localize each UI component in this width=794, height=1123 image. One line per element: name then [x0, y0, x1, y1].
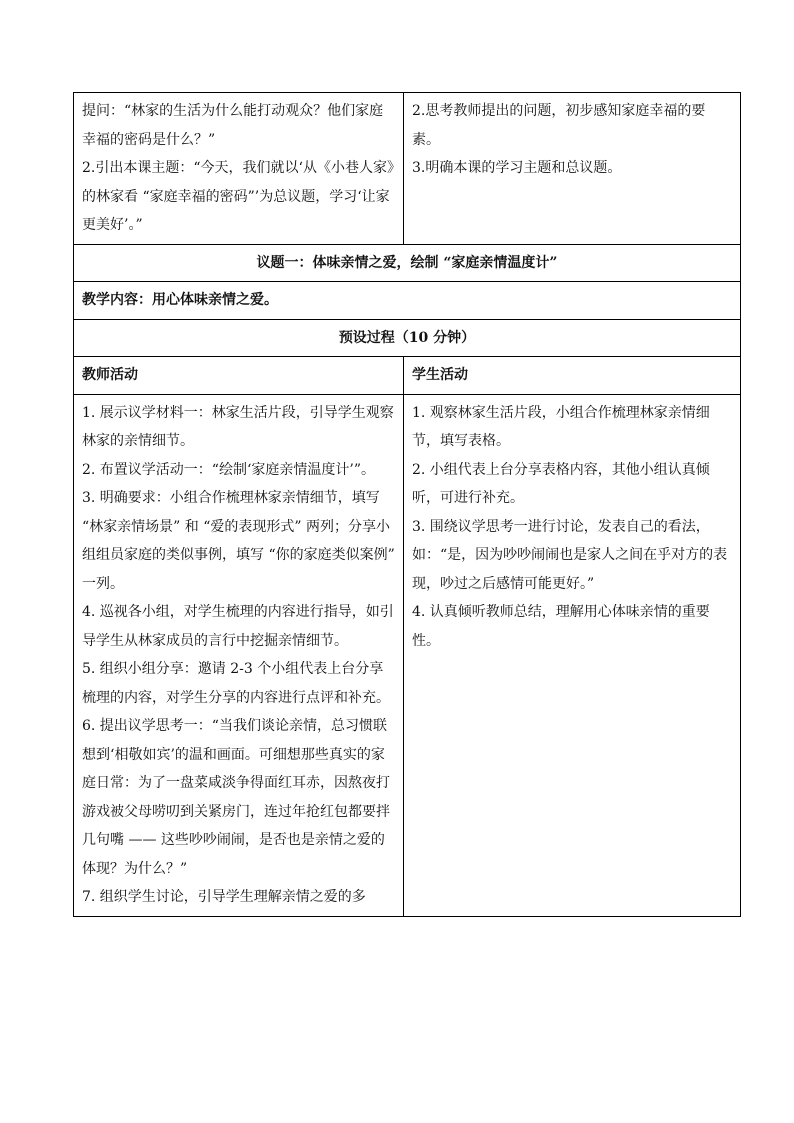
- intro-teacher-line: 2.引出本课主题：“今天，我们就以‘从《小巷人家》的林家看 “家庭幸福的密码”’为总议题，学习‘让家更美好’。”: [82, 160, 394, 233]
- teacher-item: 3. 明确要求：小组合作梳理林家亲情细节，填写 “林家亲情场景” 和 “爱的表现形式” 两列；分享小组组员家庭的类似事例，填写 “你的家庭类似案例” 一列。: [82, 490, 395, 592]
- teacher-item: 6. 提出议学思考一：“当我们谈论亲情，总习惯联想到‘相敬如宾’的温和画面。可细想那些真实的家庭日常：为了一盘菜咸淡争得面红耳赤，因熬夜打游戏被父母唠叨到关紧房门，连过年抢红包都要拌几句嘴 —— 这些吵吵闹闹，是否也是亲情之爱的体现？为什么？”: [82, 718, 390, 877]
- intro-student-cell: [404, 93, 741, 245]
- student-item: 4. 认真倾听教师总结，理解用心体味亲情的重要性。: [412, 604, 710, 649]
- topic-row: [74, 244, 741, 282]
- intro-row: [74, 93, 741, 245]
- activity-row: [74, 394, 741, 916]
- student-item: 3. 围绕议学思考一进行讨论，发表自己的看法，如：“是，因为吵吵闹闹也是家人之间在乎对方的表现，吵过之后感情可能更好。”: [412, 518, 728, 592]
- teacher-item: 1. 展示议学材料一：林家生活片段，引导学生观察林家的亲情细节。: [82, 404, 394, 449]
- lesson-plan-table: [73, 92, 741, 917]
- content-row: [74, 282, 741, 320]
- teacher-item: 5. 组织小组分享：邀请 2-3 个小组代表上台分享梳理的内容，对学生分享的内容进行点评和补充。: [82, 661, 390, 706]
- teacher-activity-cell: [74, 394, 404, 916]
- intro-student-line: 2.思考教师提出的问题，初步感知家庭幸福的要素。: [412, 103, 706, 148]
- teacher-item: 2. 布置议学活动一：“绘制‘家庭亲情温度计’”。: [82, 461, 376, 478]
- teaching-content: 教学内容：用心体味亲情之爱。: [74, 282, 741, 320]
- student-item: 1. 观察林家生活片段，小组合作梳理林家亲情细节，填写表格。: [412, 404, 710, 449]
- intro-teacher-cell: [74, 93, 404, 245]
- student-activity-header: 学生活动: [404, 357, 741, 395]
- teacher-item: 7. 组织学生讨论，引导学生理解亲情之爱的多: [82, 889, 366, 905]
- process-title: 预设过程（10 分钟）: [74, 319, 741, 357]
- topic-title: 议题一：体味亲情之爱，绘制 “家庭亲情温度计”: [74, 244, 741, 282]
- student-activity-cell: [404, 394, 741, 916]
- student-item: 2. 小组代表上台分享表格内容，其他小组认真倾听，可进行补充。: [412, 461, 710, 506]
- teacher-item: 4. 巡视各小组，对学生梳理的内容进行指导，如引导学生从林家成员的言行中挖掘亲情细节。: [82, 604, 394, 649]
- header-row: [74, 357, 741, 395]
- teacher-activity-header: 教师活动: [74, 357, 404, 395]
- intro-student-line: 3.明确本课的学习主题和总议题。: [412, 160, 622, 176]
- intro-teacher-line: 提问：“林家的生活为什么能打动观众？他们家庭幸福的密码是什么？”: [82, 103, 384, 148]
- process-row: [74, 319, 741, 357]
